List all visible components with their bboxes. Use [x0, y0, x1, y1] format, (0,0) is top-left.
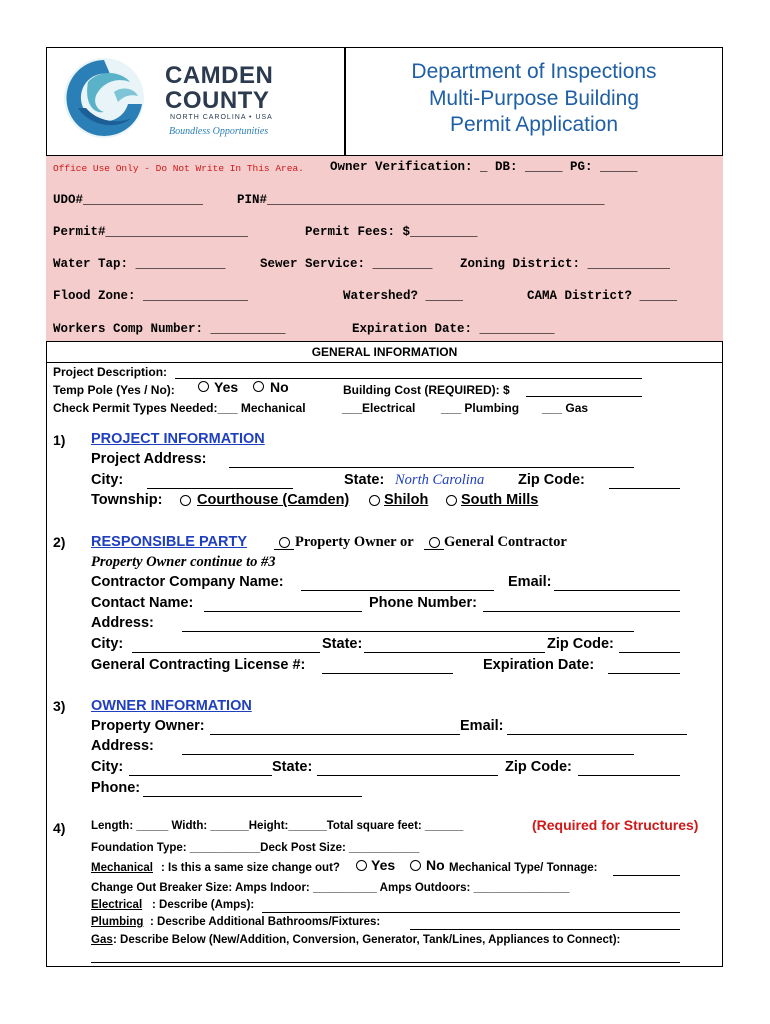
contractor-city-input[interactable] — [132, 652, 320, 653]
township-south-mills-radio[interactable] — [446, 495, 457, 506]
project-zip-label: Zip Code: — [518, 472, 585, 488]
project-address-label: Project Address: — [91, 451, 207, 467]
township-shiloh-label: Shiloh — [384, 492, 429, 508]
mechanical-no-radio[interactable] — [410, 860, 421, 871]
dimensions-row[interactable]: Length: _____ Width: ______Height:______Total square feet: ______ — [91, 820, 464, 832]
logo-name-line1: CAMDEN — [165, 62, 274, 89]
permit-fees-field[interactable]: Permit Fees: $_________ — [305, 225, 478, 239]
electrical-describe-input[interactable] — [262, 912, 680, 913]
owner-zip-input[interactable] — [578, 775, 680, 776]
property-owner-option-label: Property Owner or — [295, 534, 414, 550]
township-shiloh-radio[interactable] — [369, 495, 380, 506]
project-city-input[interactable] — [147, 488, 293, 489]
contact-name-label: Contact Name: — [91, 595, 194, 611]
zoning-district-field[interactable]: Zoning District: ___________ — [460, 257, 671, 271]
general-contractor-underline — [424, 549, 444, 550]
township-south-mills-label: South Mills — [461, 492, 539, 508]
mechanical-yes-radio[interactable] — [356, 860, 367, 871]
permit-type-plumbing[interactable]: ___ Plumbing — [441, 401, 520, 415]
plumbing-describe-input[interactable] — [410, 929, 680, 930]
contractor-email-input[interactable] — [554, 590, 680, 591]
owner-state-input[interactable] — [317, 775, 498, 776]
gas-describe-label: : Describe Below (New/Addition, Conversion, Generator, Tank/Lines, Appliances to Connect): — [113, 934, 621, 946]
camden-county-logo — [58, 52, 153, 144]
page-title-line2: Multi-Purpose Building — [428, 87, 640, 110]
mechanical-type-input[interactable] — [613, 875, 680, 876]
section-4-number: 4) — [53, 820, 66, 836]
plumbing-describe-label: : Describe Additional Bathrooms/Fixtures: — [150, 916, 381, 928]
temp-pole-no-radio[interactable] — [253, 381, 264, 392]
mechanical-type-label: Mechanical Type/ Tonnage: — [449, 862, 598, 874]
gc-license-input[interactable] — [322, 673, 453, 674]
office-use-section — [46, 155, 723, 342]
gc-expiration-input[interactable] — [608, 673, 680, 674]
breaker-size-row[interactable]: Change Out Breaker Size: Amps Indoor: __________ Amps Outdoors: _______________ — [91, 882, 570, 894]
gas-describe-input[interactable] — [91, 962, 680, 963]
project-description-label: Project Description: — [53, 365, 168, 379]
section-2-number: 2) — [53, 534, 66, 550]
project-address-input[interactable] — [229, 467, 634, 468]
township-courthouse-radio[interactable] — [180, 495, 191, 506]
contractor-phone-label: Phone Number: — [369, 595, 477, 611]
owner-email-label: Email: — [460, 718, 504, 734]
page-title-line3: Permit Application — [449, 113, 619, 136]
gc-expiration-label: Expiration Date: — [483, 657, 595, 673]
owner-information-heading: OWNER INFORMATION — [91, 698, 252, 714]
project-state-value: North Carolina — [395, 472, 485, 488]
temp-pole-label: Temp Pole (Yes / No): — [53, 383, 175, 397]
project-description-input[interactable] — [175, 378, 642, 379]
township-courthouse-label: Courthouse (Camden) — [197, 492, 350, 508]
responsible-party-heading: RESPONSIBLE PARTY — [91, 534, 248, 550]
mechanical-yes-label: Yes — [371, 857, 396, 873]
section-1-number: 1) — [53, 432, 66, 448]
owner-city-label: City: — [91, 759, 124, 775]
contact-name-input[interactable] — [204, 611, 362, 612]
page-title-line1: Department of Inspections — [411, 60, 657, 83]
permit-type-gas[interactable]: ___ Gas — [542, 401, 589, 415]
building-cost-label: Building Cost (REQUIRED): $ — [343, 383, 510, 397]
expiration-date-field[interactable]: Expiration Date: __________ — [352, 322, 555, 336]
electrical-label: Electrical — [91, 899, 143, 911]
logo-tagline: Boundless Opportunities — [169, 126, 269, 137]
required-for-structures-note: (Required for Structures) — [532, 817, 699, 833]
general-contractor-radio[interactable] — [429, 537, 440, 548]
contractor-city-label: City: — [91, 636, 124, 652]
permit-types-label: Check Permit Types Needed:___ Mechanical — [53, 401, 306, 415]
property-owner-underline — [274, 549, 294, 550]
project-state-label: State: — [344, 472, 385, 488]
owner-verification-field[interactable]: Owner Verification: _ DB: _____ PG: _____ — [330, 160, 638, 174]
gc-license-label: General Contracting License #: — [91, 657, 306, 673]
workers-comp-field[interactable]: Workers Comp Number: __________ — [53, 322, 286, 336]
general-info-heading: GENERAL INFORMATION — [46, 343, 723, 363]
owner-city-input[interactable] — [129, 775, 272, 776]
watershed-field[interactable]: Watershed? _____ — [343, 289, 464, 303]
flood-zone-field[interactable]: Flood Zone: ______________ — [53, 289, 249, 303]
permit-number-field[interactable]: Permit#___________________ — [53, 225, 249, 239]
temp-pole-yes-label: Yes — [214, 379, 239, 395]
section-3-number: 3) — [53, 698, 66, 714]
owner-email-input[interactable] — [507, 734, 687, 735]
permit-type-electrical[interactable]: ___Electrical — [342, 401, 416, 415]
temp-pole-yes-radio[interactable] — [198, 381, 209, 392]
wave-logo-icon — [58, 52, 153, 144]
office-notice: Office Use Only - Do Not Write In This Area. — [53, 163, 304, 174]
property-owner-input[interactable] — [210, 734, 460, 735]
owner-state-label: State: — [272, 759, 313, 775]
contractor-email-label: Email: — [508, 574, 552, 590]
contractor-company-input[interactable] — [301, 590, 494, 591]
electrical-describe-label: : Describe (Amps): — [152, 899, 255, 911]
owner-continue-note: Property Owner continue to #3 — [91, 554, 276, 570]
project-information-heading: PROJECT INFORMATION — [91, 431, 265, 447]
contractor-company-label: Contractor Company Name: — [91, 574, 284, 590]
temp-pole-no-label: No — [270, 379, 289, 395]
mechanical-no-label: No — [426, 857, 445, 873]
township-label: Township: — [91, 492, 163, 508]
project-zip-input[interactable] — [609, 488, 680, 489]
general-contractor-option-label: General Contractor — [444, 534, 567, 550]
logo-state: NORTH CAROLINA • USA — [170, 114, 273, 121]
contractor-state-label: State: — [322, 636, 363, 652]
project-city-label: City: — [91, 472, 124, 488]
foundation-row[interactable]: Foundation Type: ___________Deck Post Size: ___________ — [91, 842, 420, 854]
owner-address-input[interactable] — [182, 754, 634, 755]
cama-district-field[interactable]: CAMA District? _____ — [527, 289, 678, 303]
property-owner-radio[interactable] — [279, 537, 290, 548]
logo-name-line2: COUNTY — [165, 87, 270, 114]
contractor-zip-input[interactable] — [619, 652, 680, 653]
owner-address-label: Address: — [91, 738, 154, 754]
udo-field[interactable]: UDO#________________ — [53, 193, 204, 207]
water-tap-field[interactable]: Water Tap: ____________ — [53, 257, 226, 271]
gas-label: Gas — [91, 934, 113, 946]
owner-phone-input[interactable] — [143, 796, 362, 797]
contractor-state-input[interactable] — [364, 652, 545, 653]
building-cost-input[interactable] — [526, 396, 642, 397]
contractor-address-label: Address: — [91, 615, 154, 631]
contractor-zip-label: Zip Code: — [547, 636, 614, 652]
contractor-address-input[interactable] — [182, 631, 634, 632]
mechanical-label: Mechanical — [91, 862, 153, 874]
pin-field[interactable]: PIN#_____________________________________________ — [237, 193, 605, 207]
owner-zip-label: Zip Code: — [505, 759, 572, 775]
property-owner-label: Property Owner: — [91, 718, 205, 734]
contractor-phone-input[interactable] — [483, 611, 680, 612]
mechanical-question: : Is this a same size change out? — [161, 862, 340, 874]
plumbing-label: Plumbing — [91, 916, 144, 928]
sewer-service-field[interactable]: Sewer Service: ________ — [260, 257, 433, 271]
owner-phone-label: Phone: — [91, 780, 141, 796]
